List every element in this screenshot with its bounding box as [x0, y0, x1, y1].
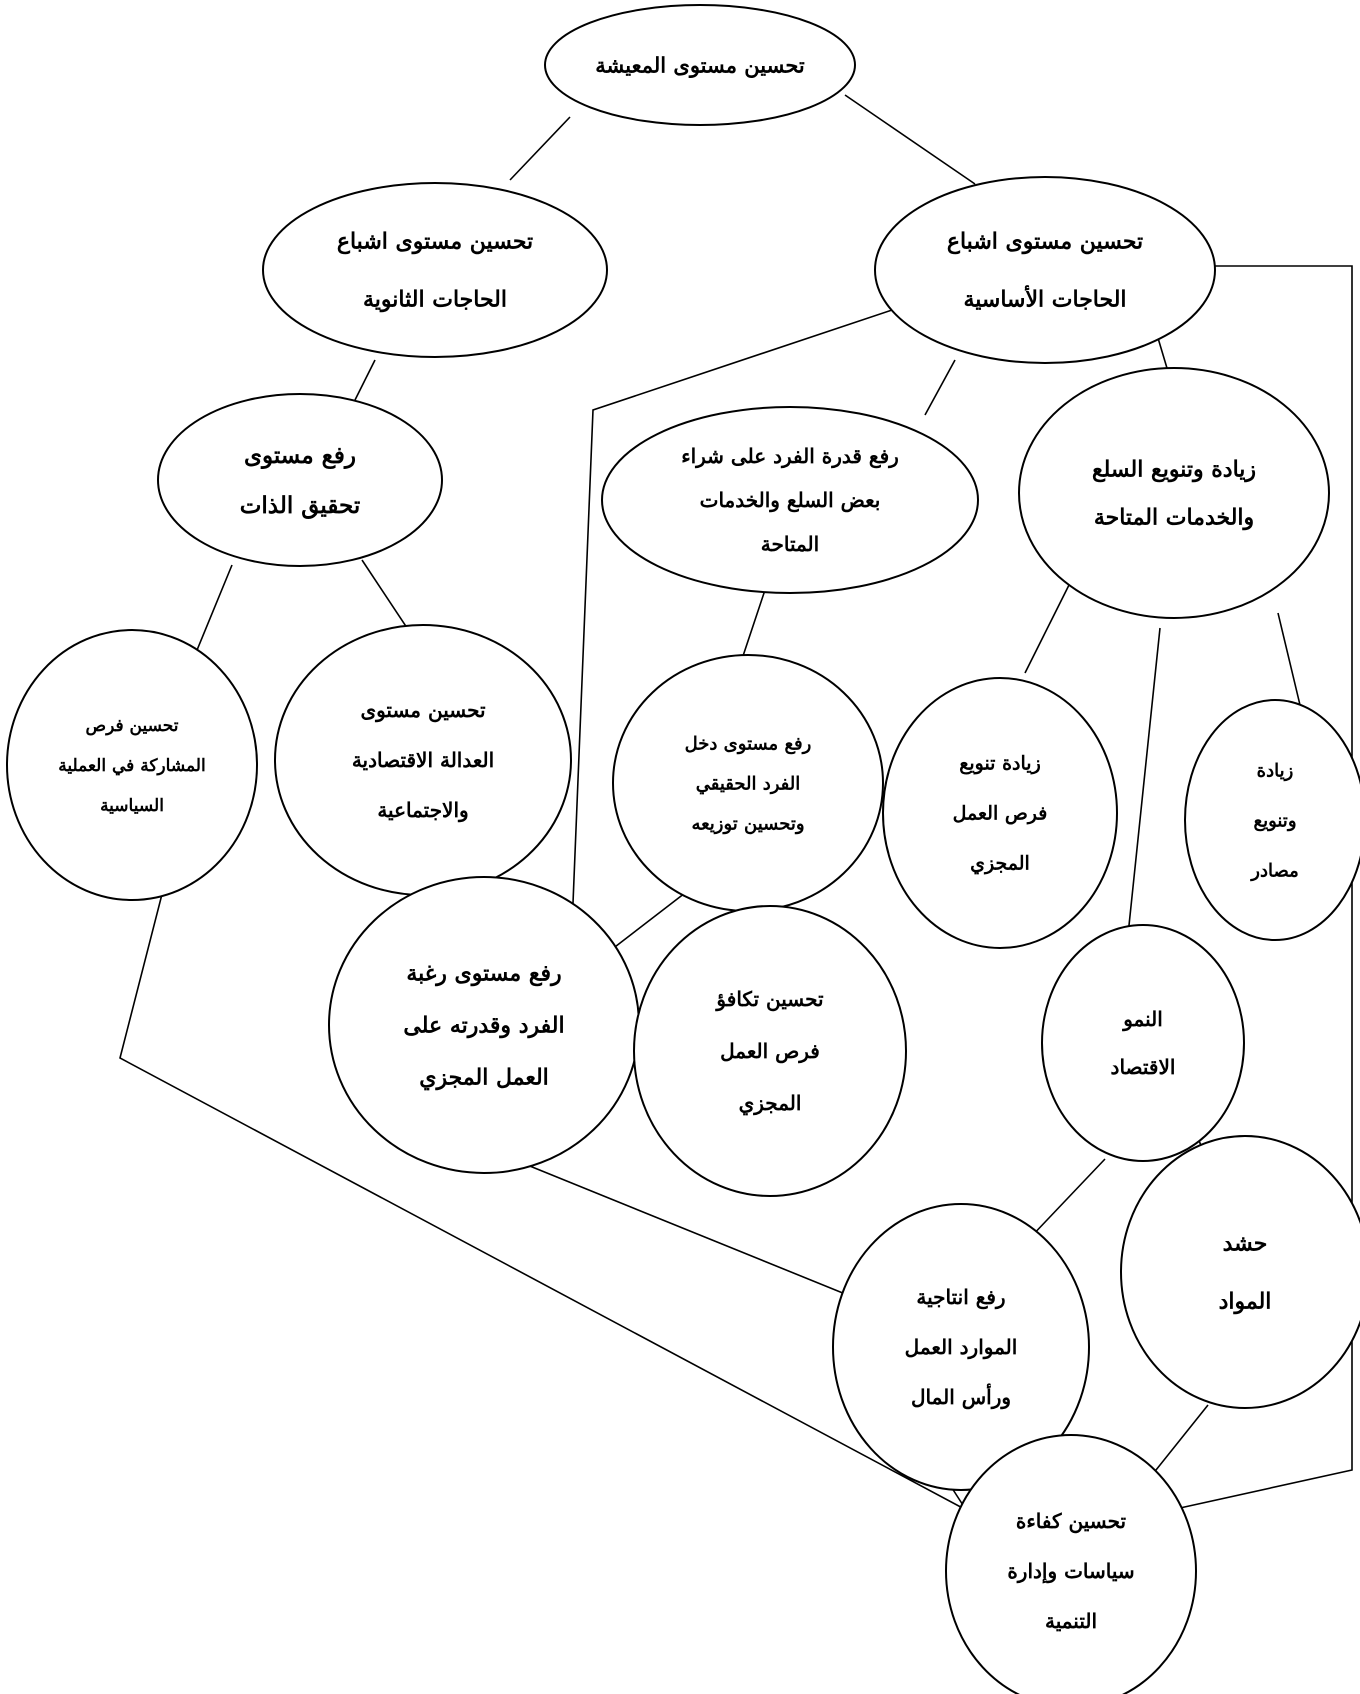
node-n10 [883, 678, 1117, 948]
connector-line [510, 117, 570, 180]
node-n14 [1042, 925, 1244, 1161]
node-label-line: رفع انتاجية [916, 1285, 1006, 1309]
node-label-line: تحسين مستوى اشباع [946, 228, 1144, 255]
node-label-line: وتنويع [1253, 810, 1297, 832]
node-label-line: رفع قدرة الفرد على شراء [681, 444, 899, 468]
connector-line [925, 360, 955, 415]
connector-line [195, 565, 232, 655]
node-n8 [275, 625, 571, 895]
node-label-line: الموارد العمل [904, 1335, 1018, 1359]
node-label-line: تحسين تكافؤ [716, 987, 824, 1011]
node-label-line: النمو [1123, 1007, 1163, 1031]
node-label-line: الاقتصاد [1110, 1055, 1176, 1079]
node-label-line: تحسين مستوى اشباع [336, 228, 534, 255]
node-label-line: الفرد وقدرته على [403, 1012, 565, 1039]
node-n9 [613, 655, 883, 911]
connector-line [1128, 628, 1160, 935]
node-label-line: السياسية [100, 795, 164, 816]
node-label-line: الفرد الحقيقي [695, 773, 801, 795]
node-label-line: تحسين مستوى المعيشة [595, 52, 805, 78]
node-label-line: مصادر [1251, 860, 1299, 882]
node-label-line: التنمية [1044, 1609, 1098, 1633]
node-n17 [946, 1435, 1196, 1694]
node-label-line: المشاركة في العملية [58, 755, 206, 776]
node-n15 [1121, 1136, 1360, 1408]
node-ellipse [1019, 368, 1329, 618]
node-label-line: وتحسين توزيعه [691, 813, 805, 835]
node-n7 [7, 630, 257, 900]
node-label-line: رفع مستوى [243, 442, 357, 470]
node-label-line: العدالة الاقتصادية [351, 748, 495, 772]
node-label-line: سياسات وإدارة [1007, 1559, 1135, 1583]
connector-line [1025, 583, 1070, 673]
node-label-line: حشد [1222, 1230, 1268, 1257]
node-n4 [158, 394, 442, 566]
node-ellipse [263, 183, 607, 357]
node-n12 [329, 877, 639, 1173]
node-label-line: تحقيق الذات [239, 492, 361, 520]
node-label-line: ورأس المال [910, 1385, 1012, 1409]
node-n13 [634, 906, 906, 1196]
connector-line [1028, 1159, 1105, 1240]
node-label-line: المواد [1218, 1288, 1272, 1315]
node-ellipse [1121, 1136, 1360, 1408]
node-label-line: الحاجات الثانوية [363, 286, 507, 313]
node-label-line: والاجتماعية [377, 798, 469, 822]
node-label-line: المجزي [970, 852, 1030, 875]
node-label-line: المتاحة [760, 532, 820, 556]
node-ellipse [1042, 925, 1244, 1161]
connector-line [355, 360, 375, 400]
node-label-line: الحاجات الأساسية [963, 286, 1127, 313]
node-label-line: والخدمات المتاحة [1093, 504, 1255, 531]
node-label-line: فرص العمل [952, 802, 1048, 825]
connector-line [1278, 613, 1300, 705]
node-label-line: رفع مستوى رغبة [406, 960, 562, 987]
node-n5 [602, 407, 978, 593]
node-label-line: العمل المجزي [419, 1064, 549, 1091]
node-label-line: تحسين كفاءة [1015, 1509, 1127, 1533]
node-n2 [875, 177, 1215, 363]
connector-line [740, 590, 765, 665]
node-label-line: زيادة تنويع [959, 752, 1041, 775]
connector-line [845, 95, 975, 184]
node-label-line: تحسين فرص [85, 715, 179, 736]
node-n11 [1185, 700, 1360, 940]
node-label-line: تحسين مستوى [360, 698, 486, 722]
node-n6 [1019, 368, 1329, 618]
node-label-line: فرص العمل [720, 1039, 820, 1063]
node-n3 [263, 183, 607, 357]
node-label-line: المجزي [738, 1091, 802, 1115]
node-label-line: رفع مستوى دخل [684, 733, 812, 755]
node-label-line: بعض السلع والخدمات [699, 488, 881, 512]
node-label-line: زيادة [1256, 760, 1294, 782]
node-n1 [545, 5, 855, 125]
node-ellipse [158, 394, 442, 566]
nodes-layer [7, 5, 1360, 1694]
node-ellipse [875, 177, 1215, 363]
node-label-line: زيادة وتنويع السلع [1091, 456, 1257, 483]
